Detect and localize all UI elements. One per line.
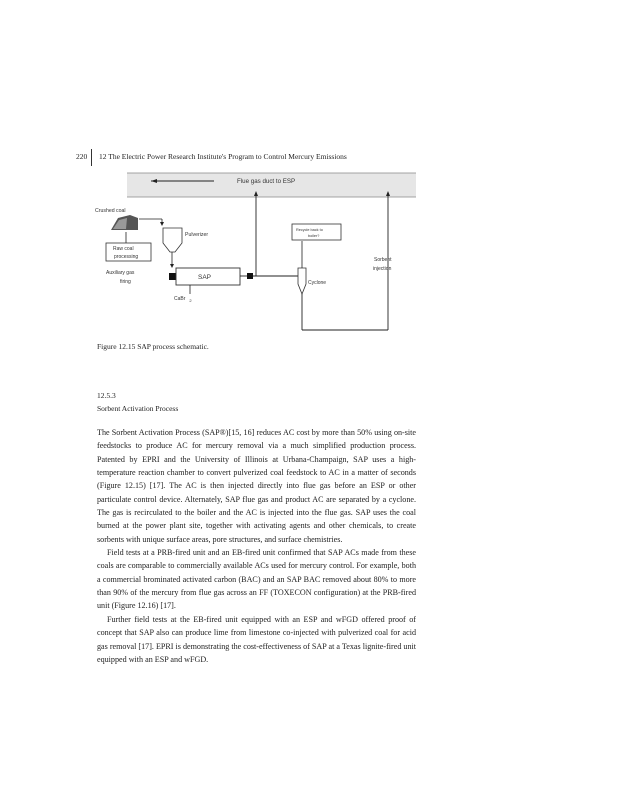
pulverizer-label: Pulverizer	[185, 232, 209, 238]
svg-text:Recycle back to: Recycle back to	[296, 228, 323, 232]
svg-text:boiler?: boiler?	[308, 234, 320, 238]
flue-gas-duct	[127, 173, 416, 197]
body-text	[97, 426, 416, 666]
flue-gas-duct-label: Flue gas duct to ESP	[237, 178, 296, 185]
svg-text:Raw coal: Raw coal	[113, 246, 134, 252]
paragraph: Field tests at a PRB-fired unit and an EB-fired unit confirmed that SAP ACs made from these coals are comparable to commercially available ACs used for mercury control. For example, both a commercial brominated activated carbon (BAC) and an SAP BAC removed about 80% to more than 90% of the mercury from flue gas across an FF (TOXECON configuration) at the PRB-fired unit (Figure 12.16) [17].	[97, 548, 416, 611]
page-number: 220	[76, 152, 88, 161]
section-title: Sorbent Activation Process	[97, 404, 179, 413]
svg-text:Sorbent: Sorbent	[374, 257, 392, 263]
burner-block	[169, 273, 176, 280]
sap-label: SAP	[198, 274, 212, 281]
cabr2-label: CaBr $_2$	[174, 296, 192, 303]
svg-text:injection: injection	[373, 266, 392, 272]
pulverizer-vessel	[163, 228, 182, 252]
sap-process-schematic	[0, 0, 618, 345]
running-header: 12 The Electric Power Research Institute's Program to Control Mercury Emissions	[99, 152, 347, 161]
section-number: 12.5.3	[97, 391, 116, 400]
svg-text:processing: processing	[114, 254, 139, 260]
svg-text:Auxiliary gas: Auxiliary gas	[106, 270, 135, 276]
cyclone-label: Cyclone	[308, 280, 327, 286]
paragraph: Further field tests at the EB-fired unit equipped with an ESP and wFGD offered proof of concept that SAP also can produce lime from limestone co-injected with pulverized coal for acid gas removal [17]. EPRI is demonstrating the cost-effectiveness of SAP at a Texas lignite-fired unit equipped with an ESP and wFGD.	[97, 614, 416, 664]
paragraph: The Sorbent Activation Process (SAP®)[15, 16] reduces AC cost by more than 50% using on-site feedstocks to produce AC for mercury removal via a much simplified production process. Patented by EPRI and the University of Illinois at Urbana-Champaign, SAP uses a high-temperature reaction chamber to convert pulverized coal feedstock to AC in a matter of seconds (Figure 12.15) [17]. The AC is then injected directly into flue gas before an ESP or other particulate control device. Alternately, SAP flue gas and product AC are separated by a cyclone. The gas is recirculated to the boiler and the AC is injected into the flue gas. SAP uses the coal burned at the power plant site, together with activating agents and other chemicals, to create sorbents with unique surface areas, pore structures, and surface chemistries.	[97, 428, 416, 544]
figure-caption: Figure 12.15 SAP process schematic.	[97, 342, 209, 351]
reactor-outlet-block	[247, 273, 253, 279]
crushed-coal-label: Crushed coal	[95, 208, 126, 214]
svg-text:firing: firing	[120, 279, 131, 285]
cyclone-vessel	[298, 268, 306, 294]
